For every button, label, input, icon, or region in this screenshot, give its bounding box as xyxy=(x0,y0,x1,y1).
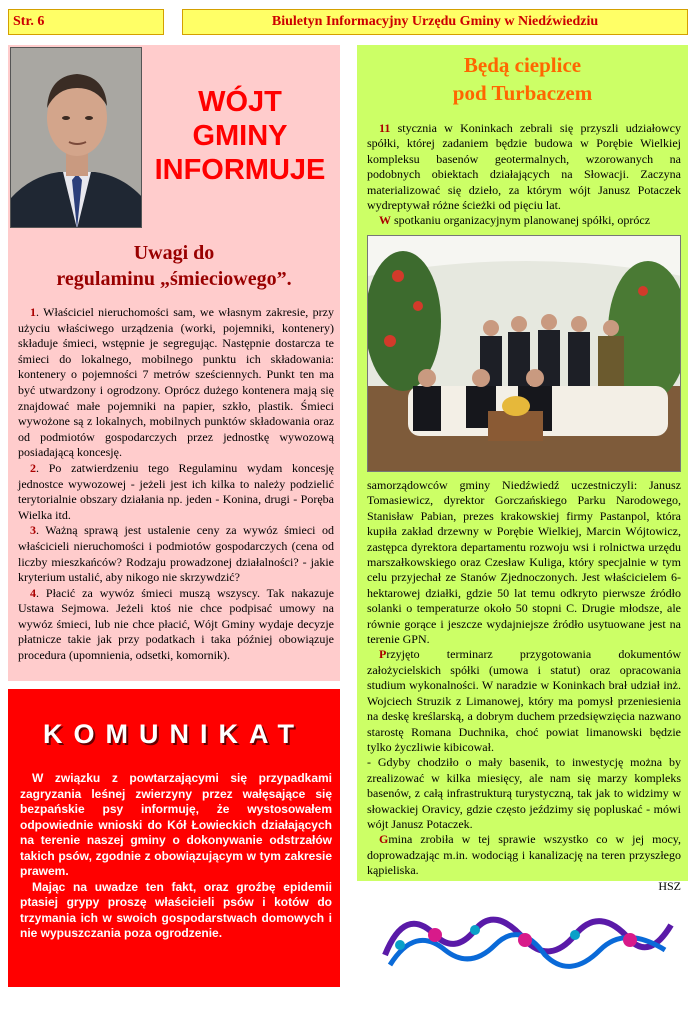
left-paragraph xyxy=(18,461,334,523)
komunikat-body xyxy=(20,771,332,942)
headline xyxy=(148,85,332,187)
right-paragraph xyxy=(367,647,681,755)
right-article-body xyxy=(367,478,681,894)
komunikat-paragraph: W związku z powtarzającymi się przypadkami zagryzania leśnej zwierzyny przez wałęsające się bezpańskie psy informuję, że wystosowałem odpowiednie wnioski do Kół Łowieckich działających na terenie naszej gminy o dokonywanie odstrzałów takich psów, zgodnie z obowiązującym w tym zakresie prawem. xyxy=(20,771,332,878)
paragraph-lead: W xyxy=(379,213,391,228)
right-paragraph xyxy=(367,478,681,647)
left-paragraph xyxy=(18,523,334,585)
right-paragraph xyxy=(367,832,681,878)
left-subtitle-line-1: Uwagi do xyxy=(133,242,215,264)
right-article-title xyxy=(357,51,688,107)
right-paragraph xyxy=(367,755,681,832)
right-title-line-1: Będą cieplice xyxy=(463,53,582,77)
paragraph-text: samorządowców gminy Niedźwiedź uczestniczyli: Janusz Tomasiewicz, dyrektor Gorczańskiego Parku Narodowego, Stanisław Pabian, prezes krakowskiej firmy Pastanpol, która kupiła zakład drzewny w Porębie Wielkiej, Marcin Wójtowicz, zastępca dyrektora departamentu rozwoju wsi i rolnictwa urzędu marszałkowskiego oraz Czesław Kuliga, który specjalnie w tym celu przyjechał ze Stanów Zjednoczonych. Jest właścicielem 6-hektarowej działki, gdzie 50 lat temu odkryto pierwsze źródło solanki o temperaturze około 50 stopni C. Drugie młodsze, ale równie gorące i jeszcze wydajniejsze źródło usytuowane jest na terenie GPN. xyxy=(367,478,681,647)
bulletin-title: Biuletyn Informacyjny Urzędu Gminy w Niedźwiedziu xyxy=(182,9,688,35)
right-paragraph xyxy=(367,121,681,213)
left-paragraph xyxy=(18,586,334,664)
left-article-body xyxy=(18,305,334,664)
paragraph-number: 2 xyxy=(30,460,36,475)
paragraph-text: . Ważną sprawą jest ustalenie ceny za wywóz śmieci od właścicieli nieruchomości i podmiotów gospodarczych (cena od liczby mieszkańców? Rodzaju prowadzonej działalności? - jakie kryterium ustalić, aby nikogo nie skrzywdzić? xyxy=(18,523,334,585)
paragraph-number: 3 xyxy=(30,523,36,538)
right-title-line-2: pod Turbaczem xyxy=(452,81,593,105)
left-article-panel xyxy=(8,45,340,681)
page-number: Str. 6 xyxy=(8,9,164,35)
paragraph-text: mina zrobiła w tej sprawie wszystko co w jej mocy, doprowadzając m.in. wodociąg i kanalizację na teren przyszłego kąpieliska. xyxy=(367,832,681,878)
komunikat-title: KOMUNIKAT xyxy=(43,719,305,749)
left-subtitle xyxy=(18,240,330,292)
paragraph-number: 1 xyxy=(30,305,36,319)
decorative-ornament xyxy=(375,895,681,985)
komunikat-paragraph: Mając na uwadze ten fakt, oraz groźbę epidemii ptasiej grypy proszę właścicieli psów i kotów do trzymania ich w swoich gospodarstwach domowych i nie wypuszczania poza ogrodzenie. xyxy=(20,879,332,940)
paragraph-text: . Po zatwierdzeniu tego Regulaminu wydam koncesję jednostce wywozowej - jeżeli jest ich kilka to należy podzielić terytorialnie obszary działania np. jeden - Konina, drugi - Poręba Wielka itd. xyxy=(18,460,334,522)
komunikat-panel xyxy=(8,689,340,987)
paragraph-lead: 11 xyxy=(379,121,391,135)
left-subtitle-line-2: regulaminu „śmieciowego”. xyxy=(56,268,292,290)
paragraph-text: spotkaniu organizacyjnym planowanej spółki, oprócz xyxy=(391,213,651,228)
paragraph-text: . Płacić za wywóz śmieci muszą wszyscy. Tak nakazuje Ustawa Sejmowa. Jeżeli ktoś nie chce podpisać umowy na wywóz śmieci, lub nie chce płacić, Wójt Gminy wydaje decyzje płatnicze takie jak przy podatkach i taka później obowiązuje procedura (upomnienia, odsetki, komornik). xyxy=(18,585,334,663)
paragraph-text: rzyjęto terminarz przygotowania dokumentów założycielskich spółki (umowa i statut) oraz opracowania studium wykonalności. W naradzie w Koninkach brał udział inż. Wojciech Struzik z Limanowej, który ma pomysł przeniesienia na deskę kreślarską, a dobrym duchem przedsięwzięcia nazwano starostę Romana Duchnika, choć powiat limanowski będzie tylko życzliwie kibicował. xyxy=(367,647,681,754)
paragraph-lead: G xyxy=(379,832,389,847)
article-signature: HSZ xyxy=(658,878,681,893)
right-article-panel xyxy=(357,45,688,893)
right-article-intro xyxy=(367,121,681,229)
headline-line-1: WÓJT xyxy=(198,86,282,118)
paragraph-text: - Gdyby chodziło o mały basenik, to inwestycję można by zrealizować w kilka miesięcy, ale nam się marzy kompleks basenów, z całą infrastrukturą turystyczną, tak jak to widzimy w słowackiej Oravicy, gdzie często jeździmy się popluskać - mówi wójt Janusz Potaczek. xyxy=(367,755,681,831)
headline-line-3: INFORMUJE xyxy=(154,154,326,186)
paragraph-lead: P xyxy=(379,647,387,662)
headline-line-2: GMINY xyxy=(192,120,288,152)
right-paragraph xyxy=(367,213,681,228)
paragraph-number: 4 xyxy=(30,585,36,600)
meeting-photo xyxy=(367,235,681,472)
left-paragraph xyxy=(18,305,334,461)
paragraph-text: . Właściciel nieruchomości sam, we własnym zakresie, przy użyciu właściwego urządzenia (worki, pojemniki, kontenery) składuje śmieci, wstępnie je segregując. Następnie dostarcza te śmieci do lokalnego, mobilnego punktu ich składowania: kontenery o pojemności 7 metrów sześciennych. Punkt ten ma być utwardzony i ogrodzony. Oprócz dużego kontenera mają się znajdować małe pojemniki na papier, szkło, plastik. Śmieci wywożone są z lokalnych, mobilnych punktów składowania oraz od podmiotów gospodarczych przez jednostkę wywozową posiadającą koncesję. xyxy=(18,305,334,460)
paragraph-text: stycznia w Koninkach zebrali się przyszli udziałowcy spółki, której zadaniem będzie budowa w Porębie Wielkiej kompleksu basenów geotermalnych, wzorowanych na podobnych obiektach działających na Słowacji. Zaczyna materializować się dzieło, za którym wójt Janusz Potaczek wydreptywał różne ścieżki od pięciu lat. xyxy=(367,121,681,213)
mayor-portrait xyxy=(10,47,142,228)
